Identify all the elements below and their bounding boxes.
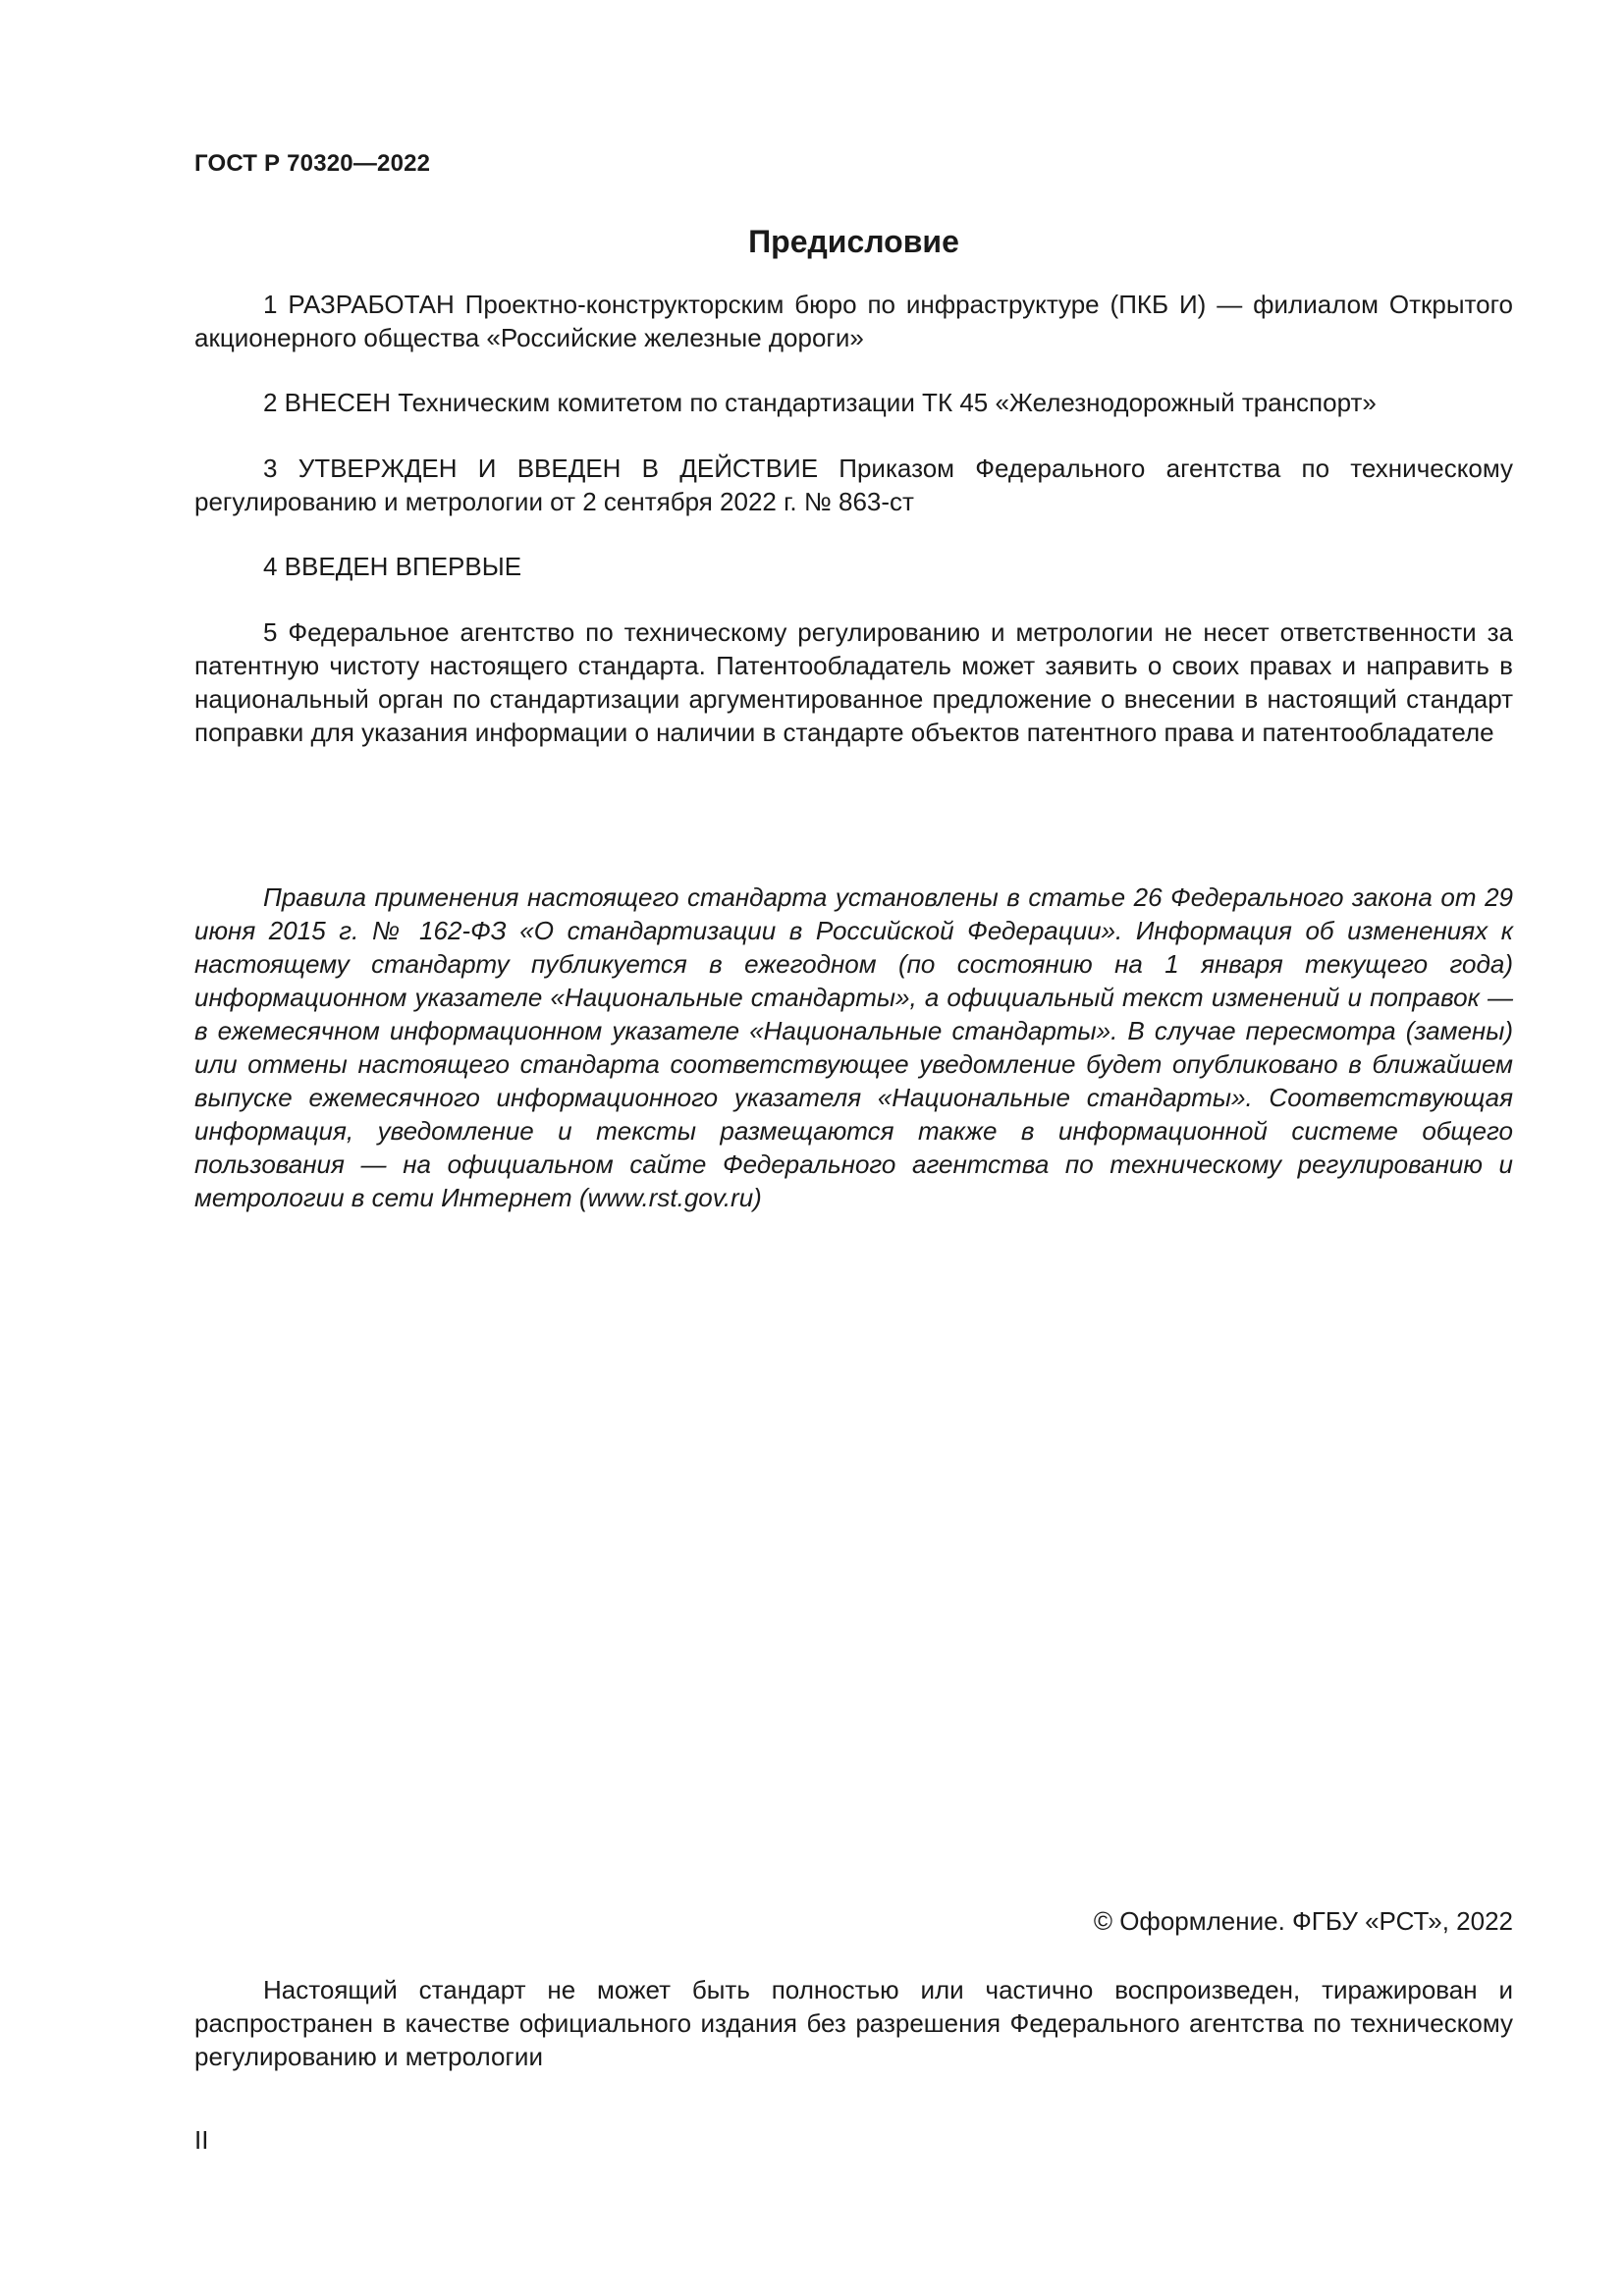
document-id: ГОСТ Р 70320—2022 xyxy=(194,150,431,177)
page-number: II xyxy=(194,2125,209,2155)
application-rules-notice: Правила применения настоящего стандарта установлены в статье 26 Федерального закона от 29 июня 2015 г. № 162-ФЗ «О стандартизации в Российской Федерации». Информация об изменениях к настоящему стандарту публикуется в ежегодном (по состоянию на 1 января текущего года) информационном указателе «Национальные стандарты», а официальный текст изменений и поправок — в ежемесячном информационном указателе «Национальные стандарты». В случае пересмотра (замены) или отмены настоящего стандарта соответствующее уведомление будет опубликовано в ближайшем выпуске ежемесячного информационного указателя «Национальные стандарты». Соответствующая информация, уведомление и тексты размещаются также в информационной системе общего пользования — на официальном сайте Федерального агентства по техническому регулированию и метрологии в сети Интернет (www.rst.gov.ru) xyxy=(194,882,1513,1212)
foreword-item-2: 2 ВНЕСЕН Техническим комитетом по стандартизации ТК 45 «Железнодорожный транспорт» xyxy=(263,388,1377,417)
reproduction-notice: Настоящий стандарт не может быть полностью или частично воспроизведен, тиражирован и распространен в качестве официального издания без разрешения Федерального агентства по техническому регулированию и метрологии xyxy=(194,1975,1513,2071)
foreword-item-3: 3 УТВЕРЖДЕН И ВВЕДЕН В ДЕЙСТВИЕ Приказом Федерального агентства по техническому регулированию и метрологии от 2 сентября 2022 г. № 863-ст xyxy=(194,454,1513,516)
foreword-item-5: 5 Федеральное агентство по техническому регулированию и метрологии не несет ответственности за патентную чистоту настоящего стандарта. Патентообладатель может заявить о своих правах и направить в национальный орган по стандартизации аргументированное предложение о внесении в настоящий стандарт поправки для указания информации о наличии в стандарте объектов патентного права и патентообладателе xyxy=(194,617,1513,747)
page-title: Предисловие xyxy=(748,224,959,259)
copyright-notice: © Оформление. ФГБУ «РСТ», 2022 xyxy=(1093,1906,1513,1936)
foreword-item-1: 1 РАЗРАБОТАН Проектно-конструкторским бюро по инфраструктуре (ПКБ И) — филиалом Открытого акционерного общества «Российские железные дороги» xyxy=(194,290,1513,352)
foreword-item-4: 4 ВВЕДЕН ВПЕРВЫЕ xyxy=(263,552,522,581)
